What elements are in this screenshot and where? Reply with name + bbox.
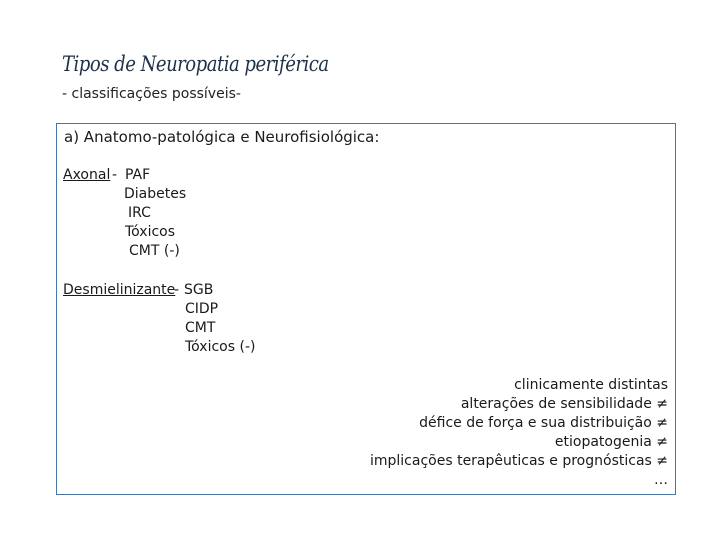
note-line: alterações de sensibilidade ≠ xyxy=(460,396,668,412)
note-line: défice de força e sua distribuição ≠ xyxy=(419,415,668,431)
axonal-item: CMT (-) xyxy=(129,243,180,259)
desmielinizante-label: Desmielinizante xyxy=(63,282,176,298)
page-subtitle: - classificações possíveis- xyxy=(62,86,241,102)
classification-box xyxy=(56,123,676,495)
desmielinizante-item: SGB xyxy=(184,282,214,298)
desmielinizante-separator: - xyxy=(174,282,180,298)
axonal-item: IRC xyxy=(128,205,151,221)
page-title: Tipos de Neuropatia periférica xyxy=(62,52,329,76)
axonal-item: Diabetes xyxy=(124,186,187,202)
note-line: clinicamente distintas xyxy=(514,377,668,393)
note-line: etiopatogenia ≠ xyxy=(554,434,668,450)
axonal-item: Tóxicos xyxy=(125,224,176,240)
note-line: implicações terapêuticas e prognósticas ≠ xyxy=(369,453,668,469)
desmielinizante-item: CMT xyxy=(185,320,216,336)
note-ellipsis: … xyxy=(654,472,668,488)
axonal-label: Axonal xyxy=(63,167,111,183)
desmielinizante-item: Tóxicos (-) xyxy=(185,339,256,355)
section-heading: a) Anatomo-patológica e Neurofisiológica: xyxy=(64,128,380,146)
desmielinizante-item: CIDP xyxy=(185,301,219,317)
axonal-item: PAF xyxy=(125,167,151,183)
axonal-separator: - xyxy=(112,167,118,183)
